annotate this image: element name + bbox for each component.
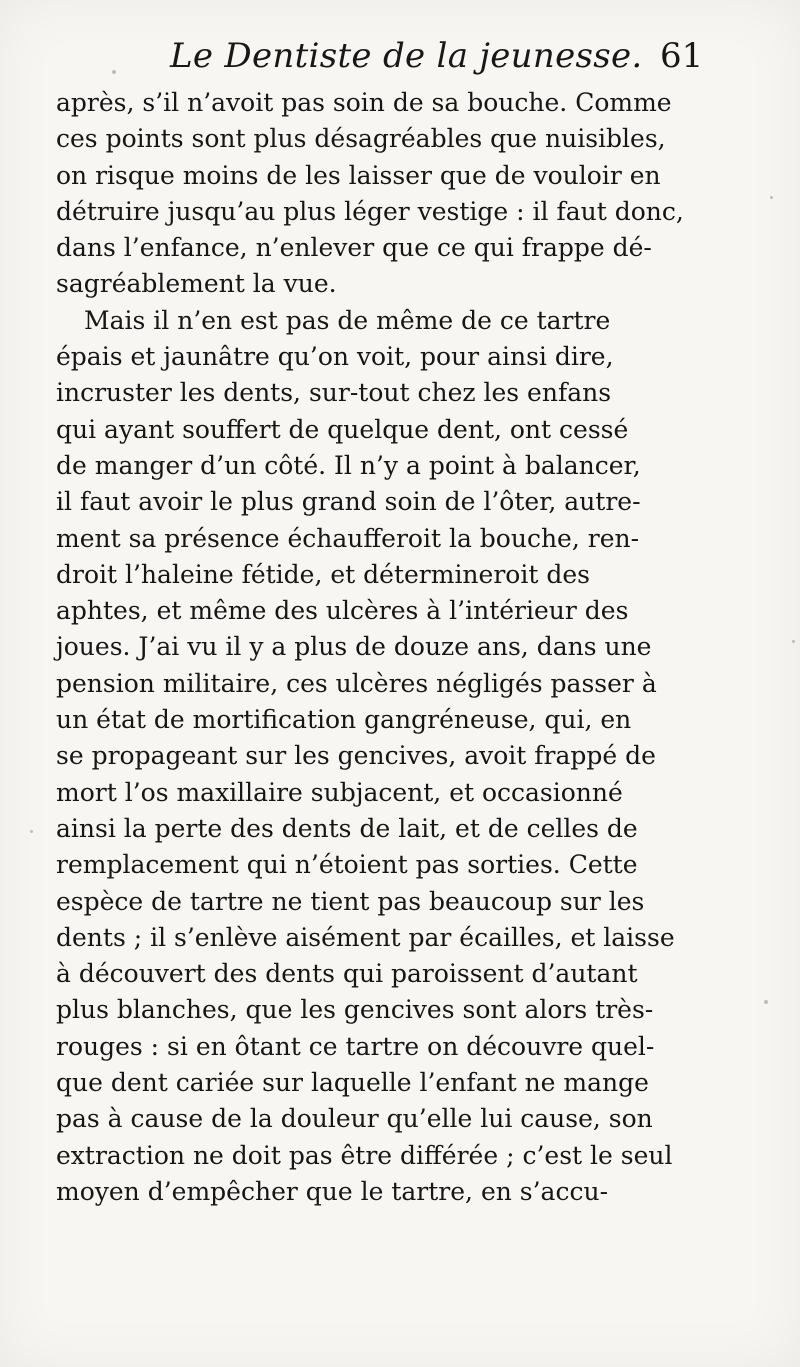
body-text [56, 85, 716, 1210]
text-line: espèce de tartre ne tient pas beaucoup sur les [56, 886, 645, 916]
running-title: Le Dentiste de la jeunesse. [170, 36, 643, 76]
text-line: moyen d’empêcher que le tartre, en s’accu- [56, 1176, 609, 1206]
text-line: extraction ne doit pas être différée ; c’est le seul [56, 1140, 673, 1170]
text-line: épais et jaunâtre qu’on voit, pour ainsi dire, [56, 342, 614, 372]
text-line: mort l’os maxillaire subjacent, et occasionné [56, 777, 623, 807]
text-line: pension militaire, ces ulcères négligés passer à [56, 668, 657, 698]
text-line: sagréablement la vue. [56, 269, 337, 299]
text-line: détruire jusqu’au plus léger vestige : il faut donc, [56, 196, 684, 226]
text-line: joues. J’ai vu il y a plus de douze ans, dans une [56, 632, 652, 662]
page-number: 61 [660, 36, 704, 76]
text-line: incruster les dents, sur-tout chez les enfans [56, 378, 612, 408]
text-line: ces points sont plus désagréables que nuisibles, [56, 124, 666, 154]
text-line: on risque moins de les laisser que de vouloir en [56, 160, 661, 190]
paper-speck [770, 196, 773, 199]
text-line: droit l’haleine fétide, et détermineroit des [56, 559, 590, 589]
text-line: un état de mortification gangréneuse, qui, en [56, 705, 632, 735]
text-line: qui ayant souffert de quelque dent, ont cessé [56, 414, 629, 444]
text-line: dents ; il s’enlève aisément par écailles, et laisse [56, 922, 675, 952]
text-line: aphtes, et même des ulcères à l’intérieur des [56, 596, 629, 626]
paper-speck [30, 830, 33, 833]
page-header [0, 36, 800, 86]
text-line: à découvert des dents qui paroissent d’autant [56, 959, 638, 989]
text-line: de manger d’un côté. Il n’y a point à balancer, [56, 450, 641, 480]
text-line: plus blanches, que les gencives sont alors très- [56, 995, 654, 1025]
text-line: il faut avoir le plus grand soin de l’ôter, autre- [56, 487, 641, 517]
text-line: se propageant sur les gencives, avoit frappé de [56, 741, 656, 771]
text-line: remplacement qui n’étoient pas sorties. Cette [56, 850, 638, 880]
paragraph-start-line: Mais il n’en est pas de même de ce tartre [84, 305, 611, 335]
text-line: que dent cariée sur laquelle l’enfant ne mange [56, 1068, 649, 1098]
text-line: après, s’il n’avoit pas soin de sa bouche. Comme [56, 88, 672, 117]
text-line: ment sa présence échaufferoit la bouche, ren- [56, 523, 640, 553]
paper-speck [792, 640, 795, 643]
paper-speck [764, 1000, 768, 1004]
text-line: dans l’enfance, n’enlever que ce qui frappe dé- [56, 233, 652, 263]
text-line: rouges : si en ôtant ce tartre on découvre quel- [56, 1031, 655, 1061]
text-line: ainsi la perte des dents de lait, et de celles de [56, 813, 638, 843]
text-line: pas à cause de la douleur qu’elle lui cause, son [56, 1104, 653, 1134]
